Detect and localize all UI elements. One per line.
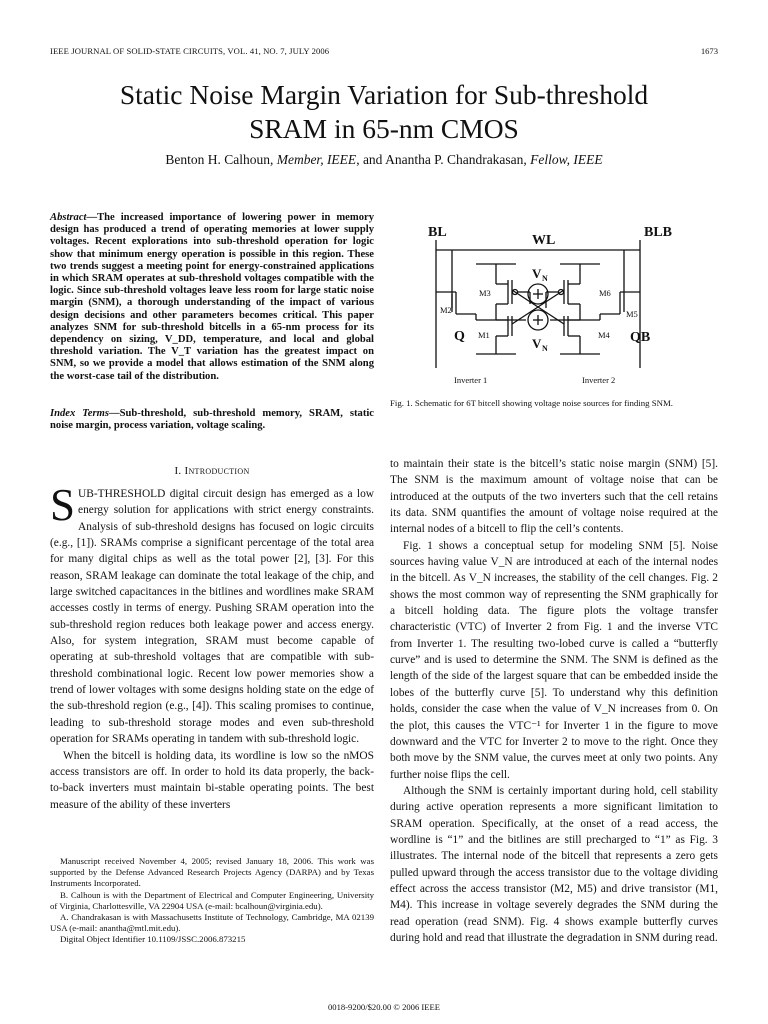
label-q: Q [454,329,465,344]
label-wl: WL [532,233,556,248]
abstract-text: The increased importance of lowering power in memory design has produced a trend of operating memories at lower supply voltages. Recent explorations into sub-threshold operation for logic show that minimum energy operation is possible in this region. These two trends suggest a meeting point for energy-constrained applications in which SRAM operates at sub-threshold voltages compatible with the logic. Since sub-threshold voltages leave less room for large static noise margin (SNM), a thorough understanding of the impact of various design decisions and other parameters becomes critical. This paper analyzes SNM for sub-threshold bitcells in a 65-nm process for its dependency on sizing, V_DD, temperature, and local and global threshold variation. The V_T variation has the greatest impact on SNM, so we provide a model that allows estimation of the SNM along the worst-case tail of the distribution. [50,212,374,382]
author-conjunction: and [362,152,383,167]
title-line-2: SRAM in 65-nm CMOS [249,113,519,144]
footnote-chandrakasan: A. Chandrakasan is with Massachusetts Institute of Technology, Cambridge, MA 02139 USA (e-mail: anantha@mtl.mit.edu). [50,912,374,934]
footnote-calhoun: B. Calhoun is with the Department of Electrical and Computer Engineering, University of Virginia, Charlottesville, VA 22904 USA (e-mail: bcalhoun@virginia.edu). [50,889,374,911]
running-header: IEEE JOURNAL OF SOLID-STATE CIRCUITS, VOL. 41, NO. 7, JULY 2006 [50,46,330,56]
title-line-1: Static Noise Margin Variation for Sub-threshold [119,79,649,110]
col2-paragraph-2: Fig. 1 shows a conceptual setup for modeling SNM [5]. Noise sources having value V_N are introduced at each of the internal nodes in the bitcell. As V_N increases, the stability of the cell changes. Fig. 2 shows the most common way of representing the SNM graphically for a bitcell holding data. The figure plots the voltage transfer characteristic (VTC) of Inverter 2 from Fig. 1 and the inverse VTC from Inverter 1. The resulting two-lobed curve is called a “butterfly curve” and is used to determine the SNM. The SNM is defined as the length of the side of the largest square that can be embedded inside the lobes of the butterfly curve [5]. To understand why this definition holds, consider the case when the value of V_N increases from 0. On the plot, this causes the VTC⁻¹ for Inverter 1 in the figure to move downward and the VTC for Inverter 2 to move to the right. Once they both move by the SNM value, the curves meet at only two points. Any further noise flips the cell. [390,539,718,781]
section-heading [50,465,374,477]
author-1-role: Member, IEEE [276,152,357,167]
label-m4: M4 [598,330,610,340]
index-terms-text: Sub-threshold, sub-threshold memory, SRAM, static noise margin, process variation, voltage scaling. [50,408,374,432]
intro-paragraph-1 [50,480,374,748]
footnote-manuscript: Manuscript received November 4, 2005; revised January 18, 2006. This work was supported by the Defense Advanced Research Projects Agency (DARPA) and by Texas Instruments Incorporated. [50,856,374,889]
column-left-body [50,480,374,813]
col2-paragraph-1: to maintain their state is the bitcell’s static noise margin (SNM) [5]. The SNM is the maximum amount of voltage noise that can be introduced at the outputs of the two inverters such that the cell retains its data. SNM quantifies the amount of voltage noise required at the internal nodes of a bitcell to flip the cell’s contents. [390,458,718,536]
intro-paragraph-2: When the bitcell is holding data, its wordline is low so the nMOS access transistors are off. In order to hold its data properly, the back-to-back inverters must maintain bi-stable operating points. The best measure of the ability of these inverters [50,749,374,811]
author-2-role: Fellow, IEEE [530,152,603,167]
label-m5: M5 [626,309,638,319]
label-vn-bottom: V [532,336,542,351]
figure-1-caption: Fig. 1. Schematic for 6T bitcell showing voltage noise sources for finding SNM. [390,398,674,408]
bitcell-schematic-figure [392,220,718,390]
paper-title [40,78,728,146]
col2-paragraph-3: Although the SNM is certainly important during hold, cell stability during active operation represents a more significant limitation to SRAM operation. Specifically, at the onset of a read access, the wordline is “1” and the bitlines are still precharged to “1” as Fig. 3 illustrates. The internal node of the bitcell that represents a zero gets pulled upward through the access transistor due to the voltage dividing effect across the access transistor (M2, M5) and drive transistor (M1, M4). This increase in voltage severely degrades the SNM during the read operation (read SNM). Fig. 4 shows example butterfly curves during hold and read that illustrate the degradation in SNM during read. [390,784,718,944]
index-terms-label: Index Terms [50,408,109,419]
intro-p1-text: UB-THRESHOLD digital circuit design has emerged as a low energy solution for applications with strict energy constraints. Analysis of sub-threshold designs has focused on logic circuits (e.g., [1]). SRAMs comprise a significant percentage of the total area for many digital chips as well as the total power [2], [3]. For this reason, SRAM leakage can dominate the total leakage of the chip, and large switched capacitances in the bitlines and wordlines make SRAM accesses costly in terms of energy. Pushing SRAM operation into the sub-threshold region reduces both leakage power and access energy. Also, for system integration, SRAM must become capable of operating at sub-threshold voltages that are compatible with sub-threshold combinational logic. Recent low power memories show a trend of lower voltages with some designs holding state on the edge of the sub-threshold region (e.g., [4]). This scaling promises to continue, leading to sub-threshold storage modes and even sub-threshold operation for SRAMs operating in tandem with sub-threshold logic. [50,488,374,746]
abstract-label: Abstract [50,212,87,223]
author-2: Anantha P. Chandrakasan [385,152,524,167]
column-right-body [390,456,718,946]
abstract: Abstract—The increased importance of lowering power in memory design has produced a trend of operating memories at lower supply voltages. Recent explorations into sub-threshold operation for logic show that minimum energy operation is possible in this region. These two trends suggest a meeting point for energy-constrained applications in which SRAM operates at sub-threshold voltages compatible with the logic. Since sub-threshold voltages leave less room for large static noise margin (SNM), a thorough understanding of the impact of various design decisions and other parameters becomes critical. This paper analyzes SNM for sub-threshold bitcells in a 65-nm process for its dependency on sizing, V_DD, temperature, and local and global threshold variation. The V_T variation has the greatest impact on SNM, so we provide a model that allows estimation of the SNM along the worst-case tail of the distribution. [50,212,374,382]
label-m3: M3 [479,288,491,298]
label-inverter-1: Inverter 1 [454,375,488,385]
label-inverter-2: Inverter 2 [582,375,616,385]
label-m2: M2 [440,305,452,315]
author-1: Benton H. Calhoun [165,152,270,167]
footnote-doi: Digital Object Identifier 10.1109/JSSC.2006.873215 [60,934,246,945]
label-vn-top: V [532,266,542,281]
label-vn-bottom-sub: N [542,344,548,353]
footnotes [50,856,374,946]
label-bl: BL [428,225,447,240]
index-terms: Index Terms—Sub-threshold, sub-threshold memory, SRAM, static noise margin, process variation, voltage scaling. [50,408,374,432]
author-list: Benton H. Calhoun, Member, IEEE, and Anantha P. Chandrakasan, Fellow, IEEE [165,152,603,167]
label-blb: BLB [644,225,673,240]
label-qb: QB [630,330,651,345]
label-vn-top-sub: N [542,274,548,283]
page-number: 1673 [700,46,718,56]
drop-cap: S [50,480,76,530]
copyright-footer: 0018-9200/$20.00 © 2006 IEEE [327,1002,441,1012]
section-title: Introduction [184,465,250,477]
label-m1: M1 [478,330,490,340]
label-m6: M6 [599,288,611,298]
section-number: I. [174,465,182,477]
